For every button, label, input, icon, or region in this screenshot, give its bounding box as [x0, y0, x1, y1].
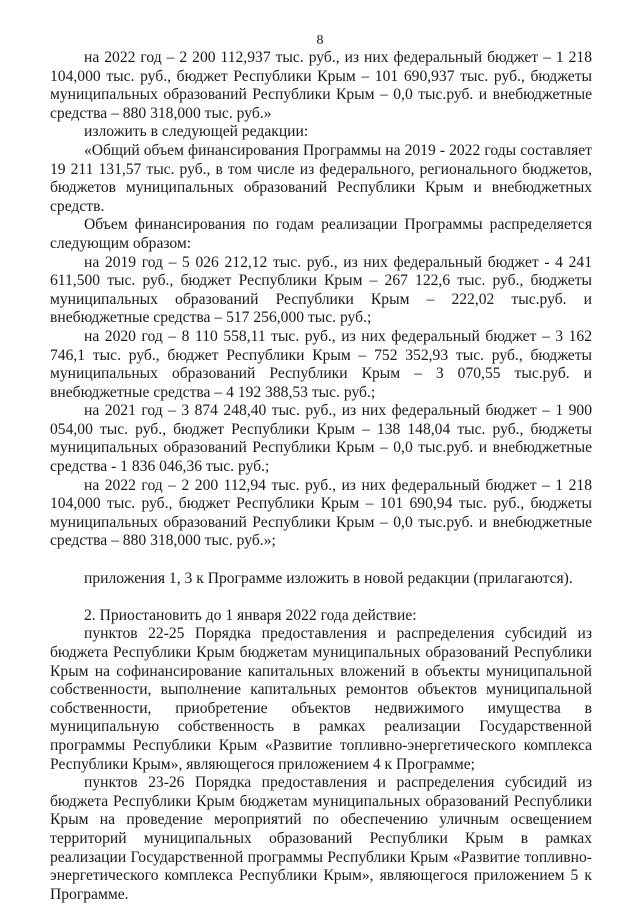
paragraph-2020-funding: на 2020 год – 8 110 558,11 тыс. руб., из них федеральный бюджет – 3 162 746,1 тыс. руб., бюджет Республики Крым – 752 352,93 тыс. руб., бюджеты муниципальных образований Республики Крым – 3 070,55 тыс.руб. и внебюджетные средства – 4 192 388,53 тыс. руб.;: [50, 327, 592, 401]
paragraph-items-22-25: пунктов 22-25 Порядка предоставления и распределения субсидий из бюджета Республики Крым бюджетам муниципальных образований Республики Крым на софинансирование капитальных вложений в объекты муниципальной собственности, выполнение капитальных ремонтов объектов муниципальной собственности, приобретение объектов недвижимого имущества в муниципальную собственность в рамках реализации Государственной программы Республики Крым «Развитие топливно-энергетического комплекса Республики Крым», являющегося приложением 4 к Программе;: [50, 625, 592, 773]
paragraph-2022-funding: на 2022 год – 2 200 112,94 тыс. руб., из них федеральный бюджет – 1 218 104,000 тыс. руб., бюджет Республики Крым – 101 690,94 тыс. руб., бюджеты муниципальных образований Республики Крым – 0,0 тыс.руб. и внебюджетные средства – 880 318,000 тыс. руб.»;: [50, 476, 592, 550]
paragraph-section-2-suspend: 2. Приостановить до 1 января 2022 года действие:: [84, 606, 417, 624]
paragraph-amend-instruction: изложить в следующей редакции:: [84, 123, 309, 141]
paragraph-2021-funding: на 2021 год – 3 874 248,40 тыс. руб., из них федеральный бюджет – 1 900 054,00 тыс. руб., бюджет Республики Крым – 138 148,04 тыс. руб., бюджеты муниципальных образований Республики Крым – 0,0 тыс.руб. и внебюджетные средства - 1 836 046,36 тыс. руб.;: [50, 402, 592, 476]
document-body: [50, 49, 592, 904]
paragraph-yearly-distribution: Объем финансирования по годам реализации Программы распределяется следующим образом:: [50, 216, 592, 252]
spacer: [50, 551, 592, 570]
paragraph-2019-funding: на 2019 год – 5 026 212,12 тыс. руб., из них федеральный бюджет - 4 241 611,500 тыс. руб., бюджет Республики Крым – 267 122,6 тыс. руб., бюджеты муниципальных образований Республики Крым – 222,02 тыс.руб. и внебюджетные средства – 517 256,000 тыс. руб.;: [50, 253, 592, 327]
paragraph-total-funding: «Общий объем финансирования Программы на 2019 - 2022 годы составляет 19 211 131,57 тыс. руб., в том числе из федерального, регионального бюджетов, бюджетов муниципальных образований Республики Крым и внебюджетных средств.: [50, 141, 592, 215]
paragraph-appendices: приложения 1, 3 к Программе изложить в новой редакции (прилагаются).: [84, 569, 573, 587]
paragraph-2022-old-funding: на 2022 год – 2 200 112,937 тыс. руб., из них федеральный бюджет – 1 218 104,000 тыс. руб., бюджет Республики Крым – 101 690,937 тыс. руб., бюджеты муниципальных образований Республики Крым – 0,0 тыс.руб. и внебюджетные средства – 880 318,000 тыс. руб.»: [50, 49, 592, 122]
page-number: 8: [316, 33, 324, 48]
paragraph-items-23-26: пунктов 23-26 Порядка предоставления и распределения субсидий из бюджета Республики Крым бюджетам муниципальных образований Республики Крым на проведение мероприятий по обеспечению уличным освещением территорий муниципальных образований Республики Крым в рамках реализации Государственной программы Республики Крым «Развитие топливно-энергетического комплекса Республики Крым», являющегося приложением 5 к Программе.: [50, 774, 592, 903]
spacer: [50, 588, 592, 607]
